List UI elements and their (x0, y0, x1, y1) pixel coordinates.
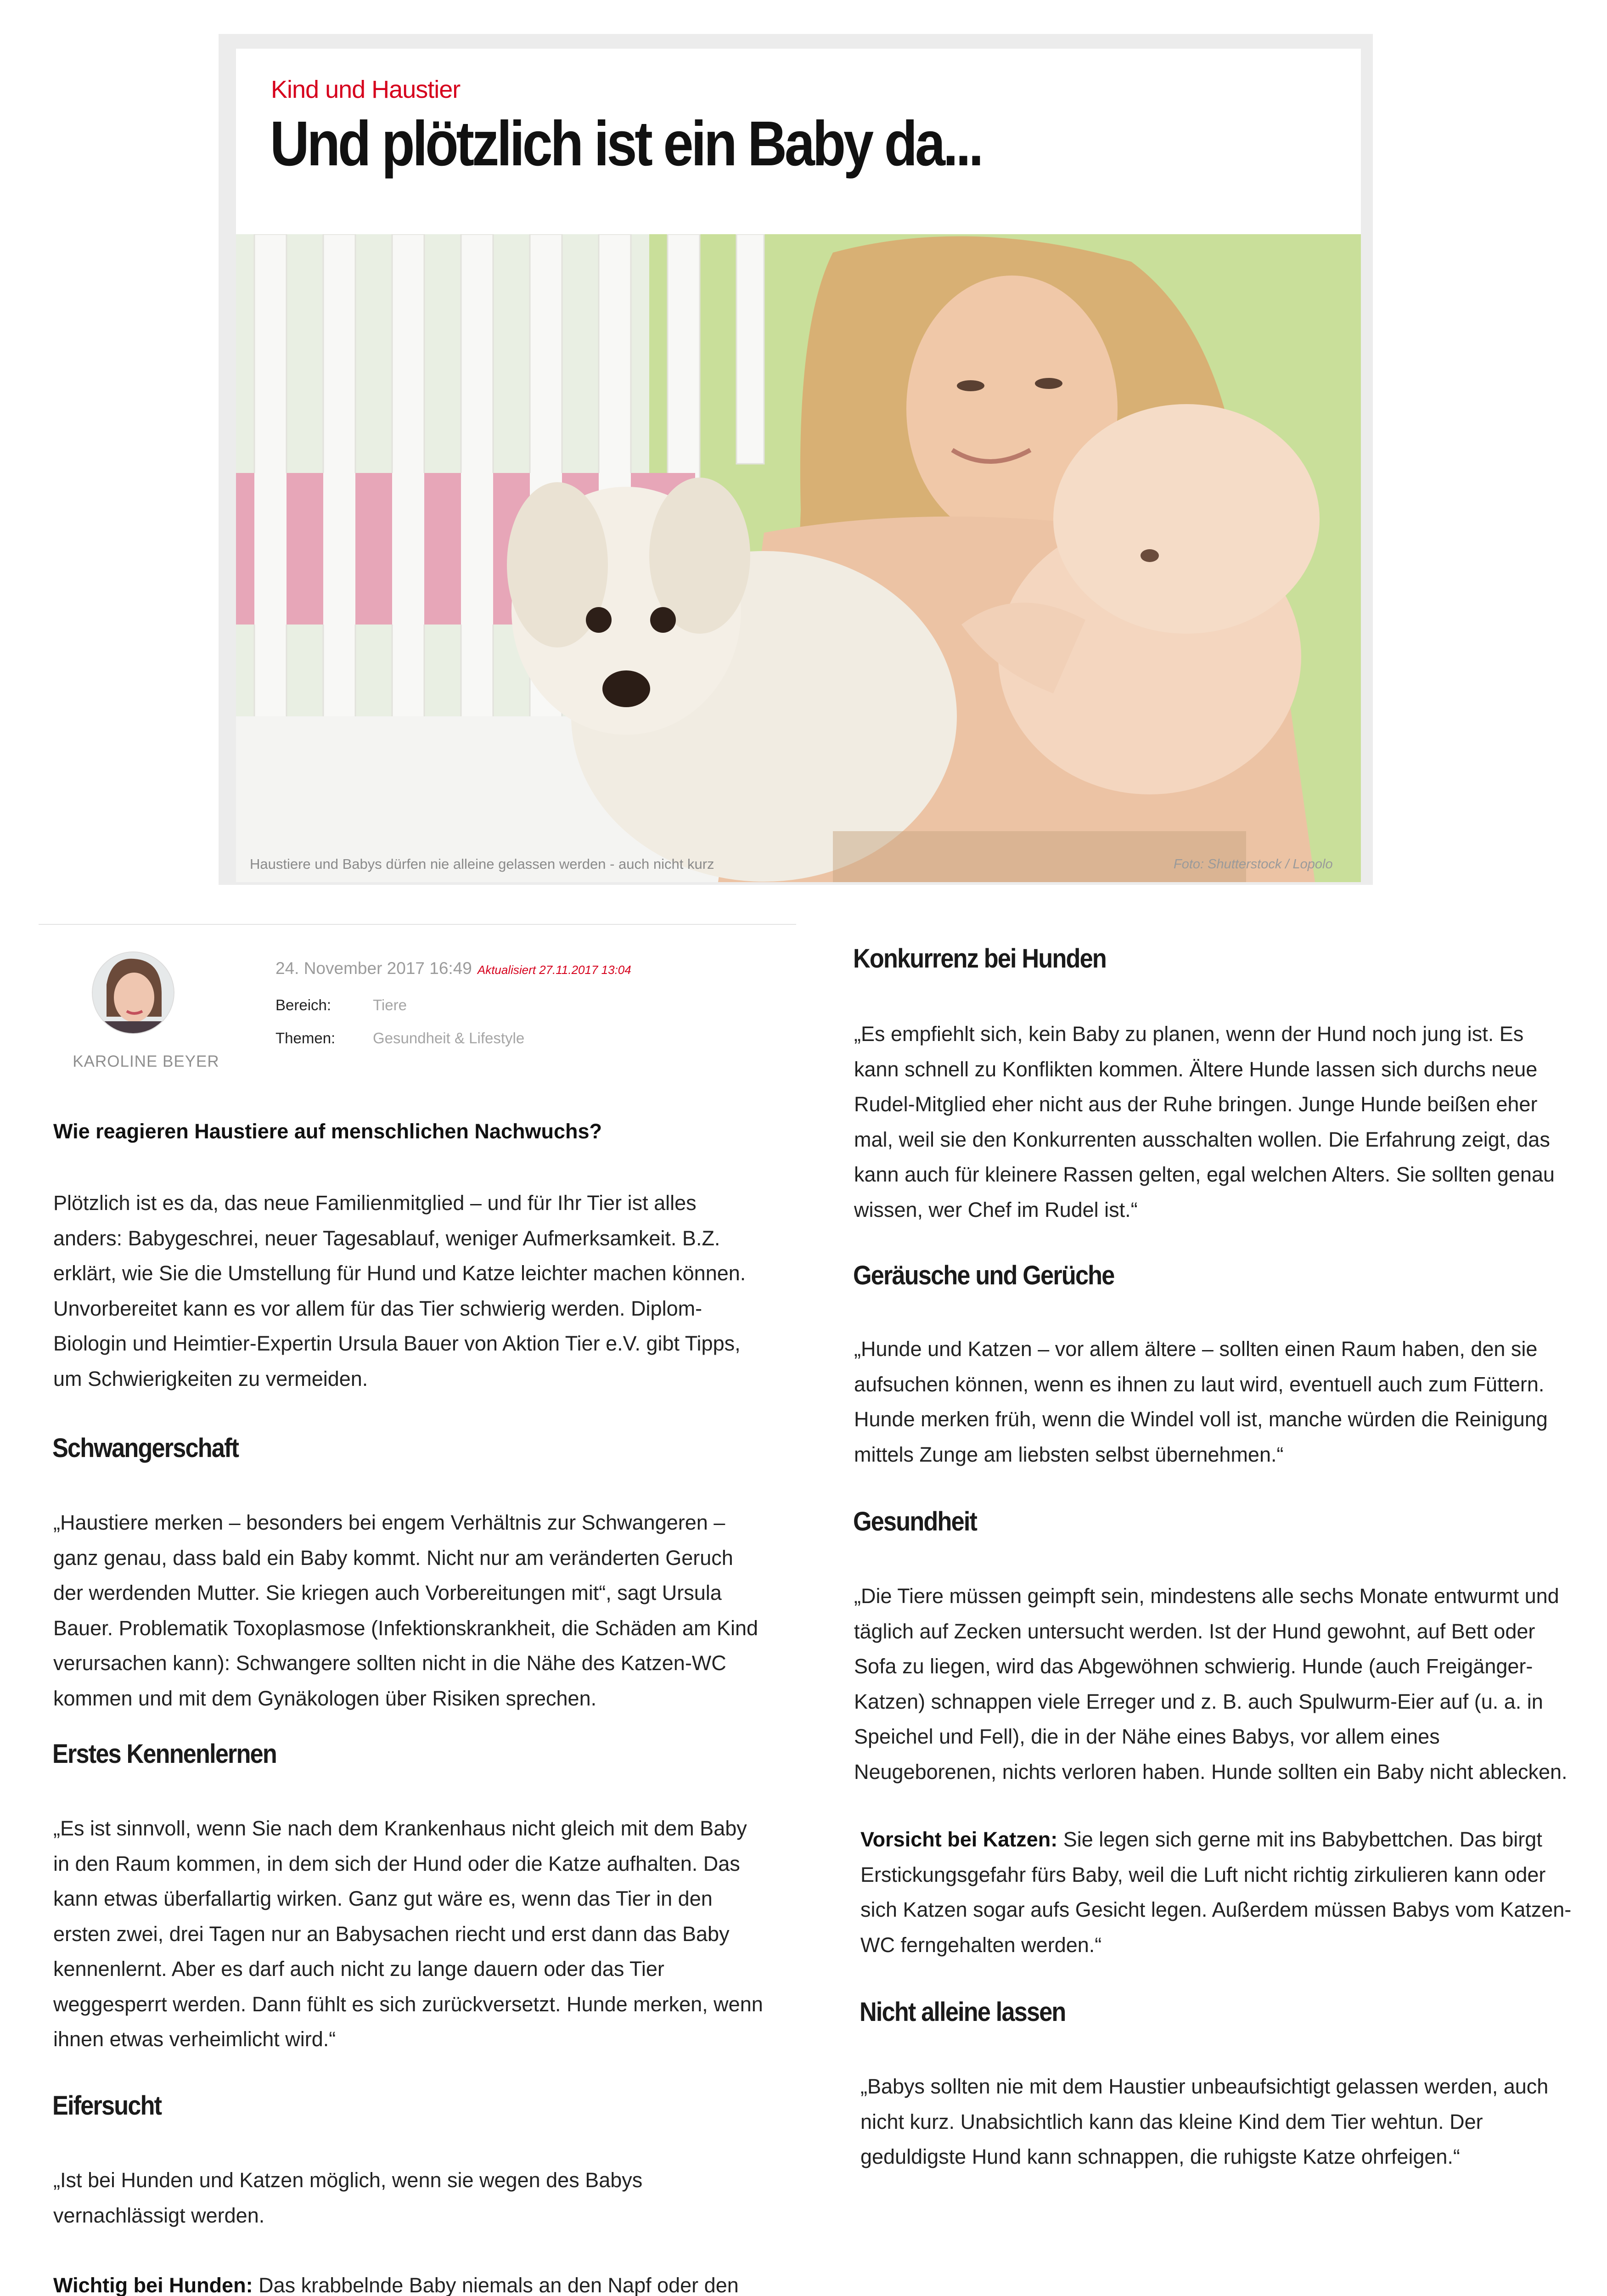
paragraph-eifersucht (53, 2163, 642, 2233)
bereich-label: Bereich: (275, 996, 332, 1013)
hero-photo[interactable] (236, 234, 1361, 882)
text-line: weggesperrt werden. Dann fühlt es sich zurückversetzt. Hunde merken, wenn (53, 1992, 763, 2016)
tip-text: Das krabbelnde Baby niemals an den Napf oder den (253, 2273, 739, 2296)
text-line: Sofa zu liegen, wird das Abgewöhnen schwierig. Hunde (auch Freigänger- (854, 1654, 1533, 1678)
text-line: vernachlässigt werden. (53, 2203, 265, 2227)
themen-link[interactable]: Gesundheit & Lifestyle (373, 1030, 525, 1047)
text-line: Biologin und Heimtier-Expertin Ursula Bauer von Aktion Tier e.V. gibt Tipps, (53, 1332, 741, 1355)
text-line: mal, weil sie den Konkurrenten ausschalten wollen. Die Erfahrung zeigt, das (854, 1127, 1550, 1151)
text-line: „Die Tiere müssen geimpft sein, mindestens alle sechs Monate entwurmt und (854, 1584, 1559, 1608)
text-line: der werdenden Mutter. Sie kriegen auch Vorbereitungen mit“, sagt Ursula (53, 1581, 722, 1604)
text-line: Neugeborenen, nichts verloren haben. Hunde sollten ein Baby nicht ablecken. (854, 1760, 1568, 1784)
text-line: anders: Babygeschrei, neuer Tagesablauf, weniger Aufmerksamkeit. B.Z. (53, 1226, 720, 1250)
bereich-link[interactable]: Tiere (373, 996, 407, 1013)
text-line: „Hunde und Katzen – vor allem ältere – sollten einen Raum haben, den sie (854, 1337, 1538, 1361)
heading-kennenlernen: Erstes Kennenlernen (52, 1739, 276, 1769)
themen-label: Themen: (275, 1030, 336, 1047)
photo-caption: Haustiere und Babys dürfen nie alleine gelassen werden - auch nicht kurz (250, 856, 714, 872)
heading-schwangerschaft: Schwangerschaft (52, 1433, 239, 1463)
text-line: kann auch für kleinere Rassen gelten, egal welchen Alters. Sie sollten genau (854, 1163, 1555, 1186)
text-line: Speichel und Fell), die in der Nähe eines Babys, vor allem eines (854, 1725, 1440, 1748)
paragraph-schwangerschaft (53, 1505, 758, 1716)
heading-geraeusche: Geräusche und Gerüche (853, 1261, 1114, 1290)
text-line: „Haustiere merken – besonders bei engem Verhältnis zur Schwangeren – (53, 1511, 725, 1534)
text-line: wissen, wer Chef im Rudel ist.“ (854, 1198, 1138, 1221)
text-line: „Ist bei Hunden und Katzen möglich, wenn sie wegen des Babys (53, 2168, 643, 2192)
text-line: ihnen etwas verheimlicht wird.“ (53, 2027, 336, 2051)
text-line: nicht kurz. Unabsichtlich kann das kleine Kind dem Tier wehtun. Der (860, 2110, 1483, 2133)
text-line: sich Katzen sogar aufs Gesicht legen. Außerdem müssen Babys vom Katzen- (860, 1898, 1572, 1921)
text-line: um Schwierigkeiten zu vermeiden. (53, 1367, 368, 1390)
text-line: geduldigste Hund kann schnappen, die ruhigste Katze ohrfeigen.“ (860, 2145, 1460, 2168)
article-kicker: Kind und Haustier (271, 76, 461, 103)
paragraph-geraeusche (854, 1332, 1548, 1472)
text-line: ganz genau, dass bald ein Baby kommt. Nicht nur am veränderten Geruch (53, 1546, 733, 1570)
paragraph-alleine (860, 2069, 1548, 2175)
text-line: erklärt, wie Sie die Umstellung für Hund und Katze leichter machen können. (53, 1261, 746, 1285)
paragraph-kennenlernen (53, 1811, 763, 2057)
article-lead: Wie reagieren Haustiere auf menschlichen Nachwuchs? (53, 1120, 602, 1143)
text-line: „Babys sollten nie mit dem Haustier unbeaufsichtigt gelassen werden, auch (860, 2075, 1549, 2098)
tip-label: Wichtig bei Hunden: (53, 2273, 253, 2296)
tip-hunde (53, 2268, 766, 2296)
heading-konkurrenz: Konkurrenz bei Hunden (853, 944, 1106, 974)
text-line: kann schnell zu Konflikten kommen. Ältere Hunde lassen sich durchs neue (854, 1057, 1538, 1081)
paragraph-konkurrenz (854, 1017, 1555, 1227)
updated-date: Aktualisiert 27.11.2017 13:04 (477, 963, 631, 977)
text-line: in den Raum kommen, in dem sich der Hund oder die Katze aufhalten. Das (53, 1851, 740, 1875)
text-line: „Es ist sinnvoll, wenn Sie nach dem Krankenhaus nicht gleich mit dem Baby (53, 1817, 747, 1840)
tip-katzen (860, 1822, 1571, 1963)
text-line: Bauer. Problematik Toxoplasmose (Infektionskrankheit, die Schäden am Kind (53, 1616, 759, 1640)
article-headline: Und plötzlich ist ein Baby da... (270, 108, 982, 179)
text-line: Hunde merken früh, wenn die Windel voll ist, manche würden die Reinigung (854, 1407, 1548, 1431)
hero-card (219, 34, 1373, 885)
text-line: täglich auf Zecken untersucht werden. Ist der Hund gewohnt, auf Bett oder (854, 1619, 1535, 1643)
tip-text: Sie legen sich gerne mit ins Babybettchen. Das birgt (1057, 1828, 1542, 1851)
tip-label: Vorsicht bei Katzen: (860, 1828, 1058, 1851)
text-line: kommen und mit dem Gynäkologen über Risiken sprechen. (53, 1686, 597, 1710)
text-line: verursachen kann): Schwangere sollten nicht in die Nähe des Katzen-WC (53, 1651, 726, 1675)
hero-inner (236, 49, 1361, 881)
text-line: aufsuchen können, wenn es ihnen zu laut wird, eventuell auch zum Füttern. (854, 1372, 1545, 1396)
author-name[interactable]: KAROLINE BEYER (73, 1052, 219, 1070)
heading-gesundheit: Gesundheit (853, 1507, 977, 1536)
photo-credit: Foto: Shutterstock / Lopolo (1174, 857, 1333, 872)
text-line: WC ferngehalten werden.“ (860, 1933, 1102, 1957)
text-line (860, 1822, 1571, 1857)
author-avatar[interactable] (92, 951, 174, 1034)
heading-alleine: Nicht alleine lassen (860, 1997, 1066, 2027)
text-line: Plötzlich ist es da, das neue Familienmitglied – und für Ihr Tier ist alles (53, 1191, 697, 1215)
text-line: kann etwas überfallartig wirken. Ganz gut wäre es, wenn das Tier in den (53, 1887, 713, 1910)
text-line: mittels Zunge am liebsten selbst übernehmen.“ (854, 1442, 1284, 1466)
text-line: „Es empfiehlt sich, kein Baby zu planen, wenn der Hund noch jung ist. Es (854, 1022, 1524, 1046)
paragraph-gesundheit (854, 1579, 1568, 1790)
publish-date (275, 959, 631, 978)
heading-eifersucht: Eifersucht (52, 2091, 162, 2121)
text-line: ersten zwei, drei Tagen nur an Babysachen riecht und erst dann das Baby (53, 1922, 730, 1946)
text-line: Katzen) schnappen viele Erreger und z. B. auch Spulwurm-Eier auf (u. a. in (854, 1689, 1543, 1713)
text-line: kennenlernt. Aber es darf auch nicht zu lange dauern oder das Tier (53, 1957, 664, 1981)
text-line: Unvorbereitet kann es vor allem für das Tier schwierig werden. Diplom- (53, 1296, 702, 1320)
publish-date-text: 24. November 2017 16:49 (275, 959, 472, 978)
intro-paragraph (53, 1186, 746, 1396)
text-line: Rudel-Mitglied eher nicht aus der Ruhe bringen. Junge Hunde beißen eher (854, 1092, 1538, 1116)
meta-divider (39, 924, 796, 925)
text-line (53, 2268, 766, 2296)
text-line: Erstickungsgefahr fürs Baby, weil die Luft nicht richtig zirkulieren kann oder (860, 1863, 1546, 1886)
